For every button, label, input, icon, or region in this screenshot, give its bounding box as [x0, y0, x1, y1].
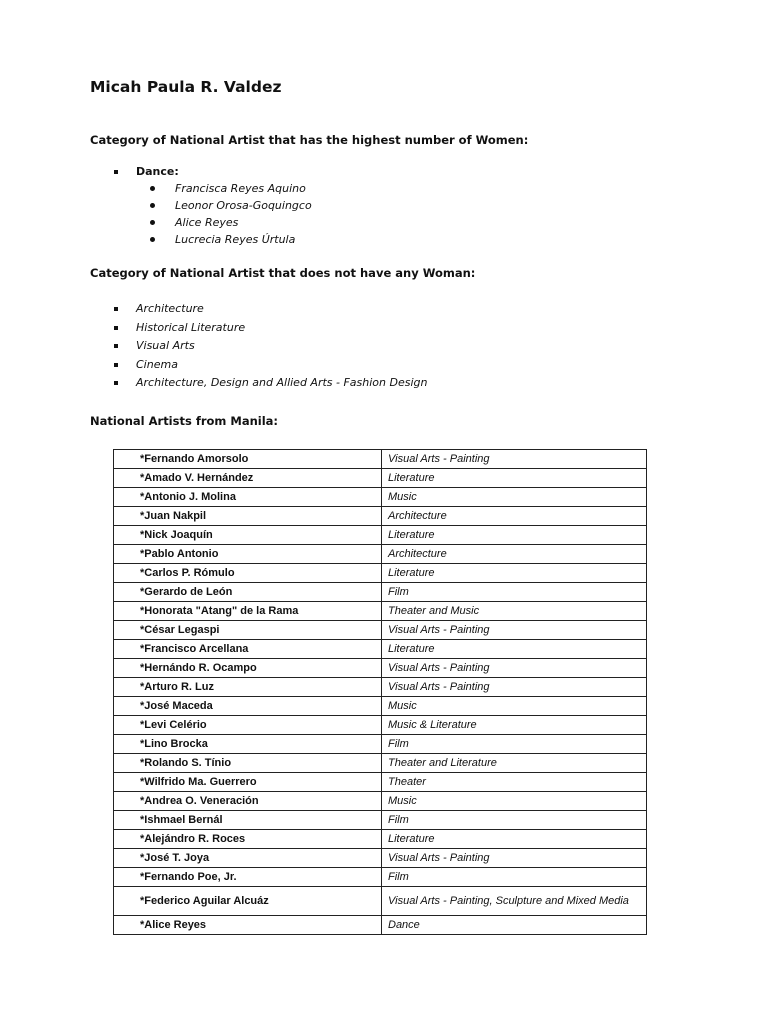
highest-women-list — [112, 163, 179, 182]
table-row — [114, 469, 647, 488]
artist-name: *Carlos P. Rómulo — [114, 564, 382, 583]
table-row — [114, 830, 647, 849]
artist-name: *Juan Nakpil — [114, 507, 382, 526]
category-name: Historical Literature — [136, 320, 246, 334]
category-name: Cinema — [136, 357, 178, 371]
square-bullet-icon — [114, 363, 118, 367]
artist-name: *Wilfrido Ma. Guerrero — [114, 773, 382, 792]
artist-name: *Alejándro R. Roces — [114, 830, 382, 849]
table-row — [114, 564, 647, 583]
table-row — [114, 507, 647, 526]
artist-name: *Andrea O. Veneración — [114, 792, 382, 811]
artist-category: Film — [382, 868, 647, 887]
manila-artists-table — [113, 449, 647, 935]
woman-artist-name: Lucrecia Reyes Úrtula — [175, 233, 296, 246]
round-bullet-icon — [150, 220, 155, 225]
artist-category: Literature — [382, 526, 647, 545]
artist-category: Architecture — [382, 545, 647, 564]
table-row — [114, 716, 647, 735]
table-row — [114, 792, 647, 811]
table-row — [114, 450, 647, 469]
table-row — [114, 678, 647, 697]
list-item — [150, 231, 312, 248]
artist-name: *Levi Celério — [114, 716, 382, 735]
artist-name: *José Maceda — [114, 697, 382, 716]
artist-category: Visual Arts - Painting — [382, 450, 647, 469]
artist-category: Theater and Music — [382, 602, 647, 621]
square-bullet-icon — [114, 307, 118, 311]
no-women-list — [112, 300, 427, 393]
table-row — [114, 488, 647, 507]
artist-category: Film — [382, 735, 647, 754]
author-name: Micah Paula R. Valdez — [90, 78, 282, 96]
artist-category: Film — [382, 811, 647, 830]
artist-category: Literature — [382, 640, 647, 659]
artist-category: Visual Arts - Painting — [382, 659, 647, 678]
table-row — [114, 811, 647, 830]
artist-category: Visual Arts - Painting, Sculpture and Mixed Media — [382, 887, 647, 916]
artist-category: Visual Arts - Painting — [382, 621, 647, 640]
table-row — [114, 773, 647, 792]
list-item — [112, 163, 179, 182]
square-bullet-icon — [114, 344, 118, 348]
square-bullet-icon — [114, 170, 118, 174]
artist-category: Music & Literature — [382, 716, 647, 735]
no-women-heading: Category of National Artist that does not have any Woman: — [90, 266, 476, 280]
table-row — [114, 659, 647, 678]
category-name: Architecture — [136, 302, 204, 315]
round-bullet-icon — [150, 203, 155, 208]
square-bullet-icon — [114, 381, 118, 385]
square-bullet-icon — [114, 326, 118, 330]
artist-name: *Nick Joaquín — [114, 526, 382, 545]
category-name: Architecture, Design and Allied Arts - Fashion Design — [136, 376, 428, 389]
artist-name: *Antonio J. Molina — [114, 488, 382, 507]
artist-category: Music — [382, 488, 647, 507]
category-name: Visual Arts — [136, 339, 195, 352]
artist-name: *Fernando Poe, Jr. — [114, 868, 382, 887]
artist-name: *Rolando S. Tínio — [114, 754, 382, 773]
artist-name: *Gerardo de León — [114, 583, 382, 602]
list-item — [112, 300, 427, 319]
table-row — [114, 583, 647, 602]
artist-category: Dance — [382, 916, 647, 935]
dance-women-list — [150, 180, 312, 248]
artist-name: *César Legaspi — [114, 621, 382, 640]
artist-name: *Federico Aguilar Alcuáz — [114, 887, 382, 916]
table-row — [114, 754, 647, 773]
table-row — [114, 545, 647, 564]
artist-category: Literature — [382, 469, 647, 488]
list-item — [150, 214, 312, 231]
woman-artist-name: Francisca Reyes Aquino — [175, 182, 306, 195]
artist-name: *Alice Reyes — [114, 916, 382, 935]
table-row — [114, 735, 647, 754]
artist-name: *Amado V. Hernández — [114, 469, 382, 488]
artist-name: *Fernando Amorsolo — [114, 450, 382, 469]
artist-category: Visual Arts - Painting — [382, 678, 647, 697]
list-item — [112, 374, 427, 393]
table-row — [114, 602, 647, 621]
round-bullet-icon — [150, 186, 155, 191]
artist-name: *Arturo R. Luz — [114, 678, 382, 697]
list-item — [150, 180, 312, 197]
table-row — [114, 621, 647, 640]
artist-category: Theater and Literature — [382, 754, 647, 773]
round-bullet-icon — [150, 237, 155, 242]
list-item — [112, 337, 427, 356]
table-row — [114, 868, 647, 887]
manila-heading: National Artists from Manila: — [90, 414, 279, 428]
artist-name: *Pablo Antonio — [114, 545, 382, 564]
list-item — [150, 197, 312, 214]
artist-name: *Honorata "Atang" de la Rama — [114, 602, 382, 621]
table-row — [114, 640, 647, 659]
artist-category: Literature — [382, 830, 647, 849]
table-row — [114, 526, 647, 545]
artist-name: *José T. Joya — [114, 849, 382, 868]
artist-name: *Ishmael Bernál — [114, 811, 382, 830]
category-dance-label: Dance: — [136, 165, 179, 178]
artist-category: Literature — [382, 564, 647, 583]
highest-women-heading: Category of National Artist that has the highest number of Women: — [90, 133, 529, 147]
table-row — [114, 887, 647, 916]
artist-name: *Lino Brocka — [114, 735, 382, 754]
woman-artist-name: Leonor Orosa-Goquingco — [175, 199, 312, 212]
artist-category: Music — [382, 792, 647, 811]
woman-artist-name: Alice Reyes — [175, 216, 239, 229]
artist-category: Architecture — [382, 507, 647, 526]
table-row — [114, 849, 647, 868]
list-item — [112, 319, 427, 338]
artist-category: Music — [382, 697, 647, 716]
artist-name: *Francisco Arcellana — [114, 640, 382, 659]
artist-name: *Hernándo R. Ocampo — [114, 659, 382, 678]
table-row — [114, 916, 647, 935]
artist-category: Visual Arts - Painting — [382, 849, 647, 868]
artist-category: Theater — [382, 773, 647, 792]
artist-category: Film — [382, 583, 647, 602]
list-item — [112, 356, 427, 375]
table-row — [114, 697, 647, 716]
